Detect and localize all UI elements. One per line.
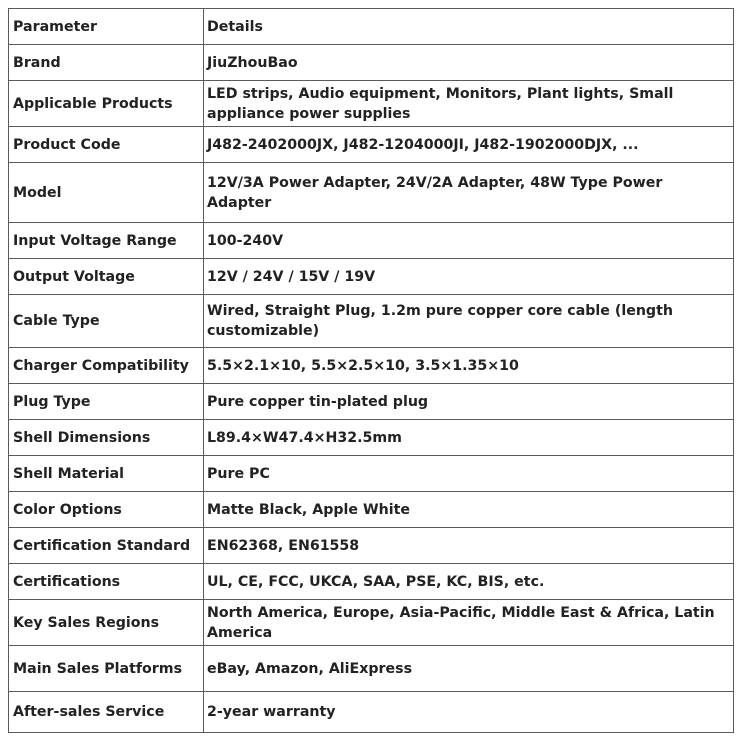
row-details: Pure PC [204,456,734,492]
table-row [9,45,734,81]
row-details: JiuZhouBao [204,45,734,81]
row-parameter: Certification Standard [9,528,204,564]
row-details: Matte Black, Apple White [204,492,734,528]
row-parameter: Input Voltage Range [9,223,204,259]
row-details: North America, Europe, Asia-Pacific, Middle East & Africa, Latin America [204,600,734,646]
table-row [9,295,734,348]
row-details: 2-year warranty [204,692,734,733]
row-parameter: Main Sales Platforms [9,646,204,692]
row-parameter: After-sales Service [9,692,204,733]
table-row [9,456,734,492]
table-row [9,564,734,600]
row-parameter: Model [9,163,204,223]
row-parameter: Product Code [9,127,204,163]
table-row [9,348,734,384]
row-details: UL, CE, FCC, UKCA, SAA, PSE, KC, BIS, etc. [204,564,734,600]
row-details: Pure copper tin-plated plug [204,384,734,420]
row-parameter: Cable Type [9,295,204,348]
table-row [9,259,734,295]
row-parameter: Shell Material [9,456,204,492]
row-parameter: Brand [9,45,204,81]
row-details: EN62368, EN61558 [204,528,734,564]
table-row [9,127,734,163]
table-row [9,223,734,259]
row-details: 5.5×2.1×10, 5.5×2.5×10, 3.5×1.35×10 [204,348,734,384]
row-parameter: Plug Type [9,384,204,420]
row-parameter: Charger Compatibility [9,348,204,384]
table-row [9,420,734,456]
row-details: 100-240V [204,223,734,259]
row-parameter: Output Voltage [9,259,204,295]
row-details: eBay, Amazon, AliExpress [204,646,734,692]
row-details: 12V / 24V / 15V / 19V [204,259,734,295]
table-row [9,384,734,420]
table-row [9,163,734,223]
row-parameter: Key Sales Regions [9,600,204,646]
table-row [9,600,734,646]
row-details: 12V/3A Power Adapter, 24V/2A Adapter, 48W Type Power Adapter [204,163,734,223]
table-row [9,81,734,127]
spec-table-container [8,8,734,733]
row-details: LED strips, Audio equipment, Monitors, Plant lights, Small appliance power supplies [204,81,734,127]
table-row [9,692,734,733]
row-parameter: Certifications [9,564,204,600]
table-row [9,646,734,692]
row-parameter: Shell Dimensions [9,420,204,456]
header-details: Details [204,9,734,45]
row-details: Wired, Straight Plug, 1.2m pure copper core cable (length customizable) [204,295,734,348]
table-header-row [9,9,734,45]
header-parameter: Parameter [9,9,204,45]
table-row [9,528,734,564]
row-parameter: Applicable Products [9,81,204,127]
row-parameter: Color Options [9,492,204,528]
table-row [9,492,734,528]
row-details: J482-2402000JX, J482-1204000JI, J482-1902000DJX, ... [204,127,734,163]
row-details: L89.4×W47.4×H32.5mm [204,420,734,456]
spec-table [8,8,734,733]
